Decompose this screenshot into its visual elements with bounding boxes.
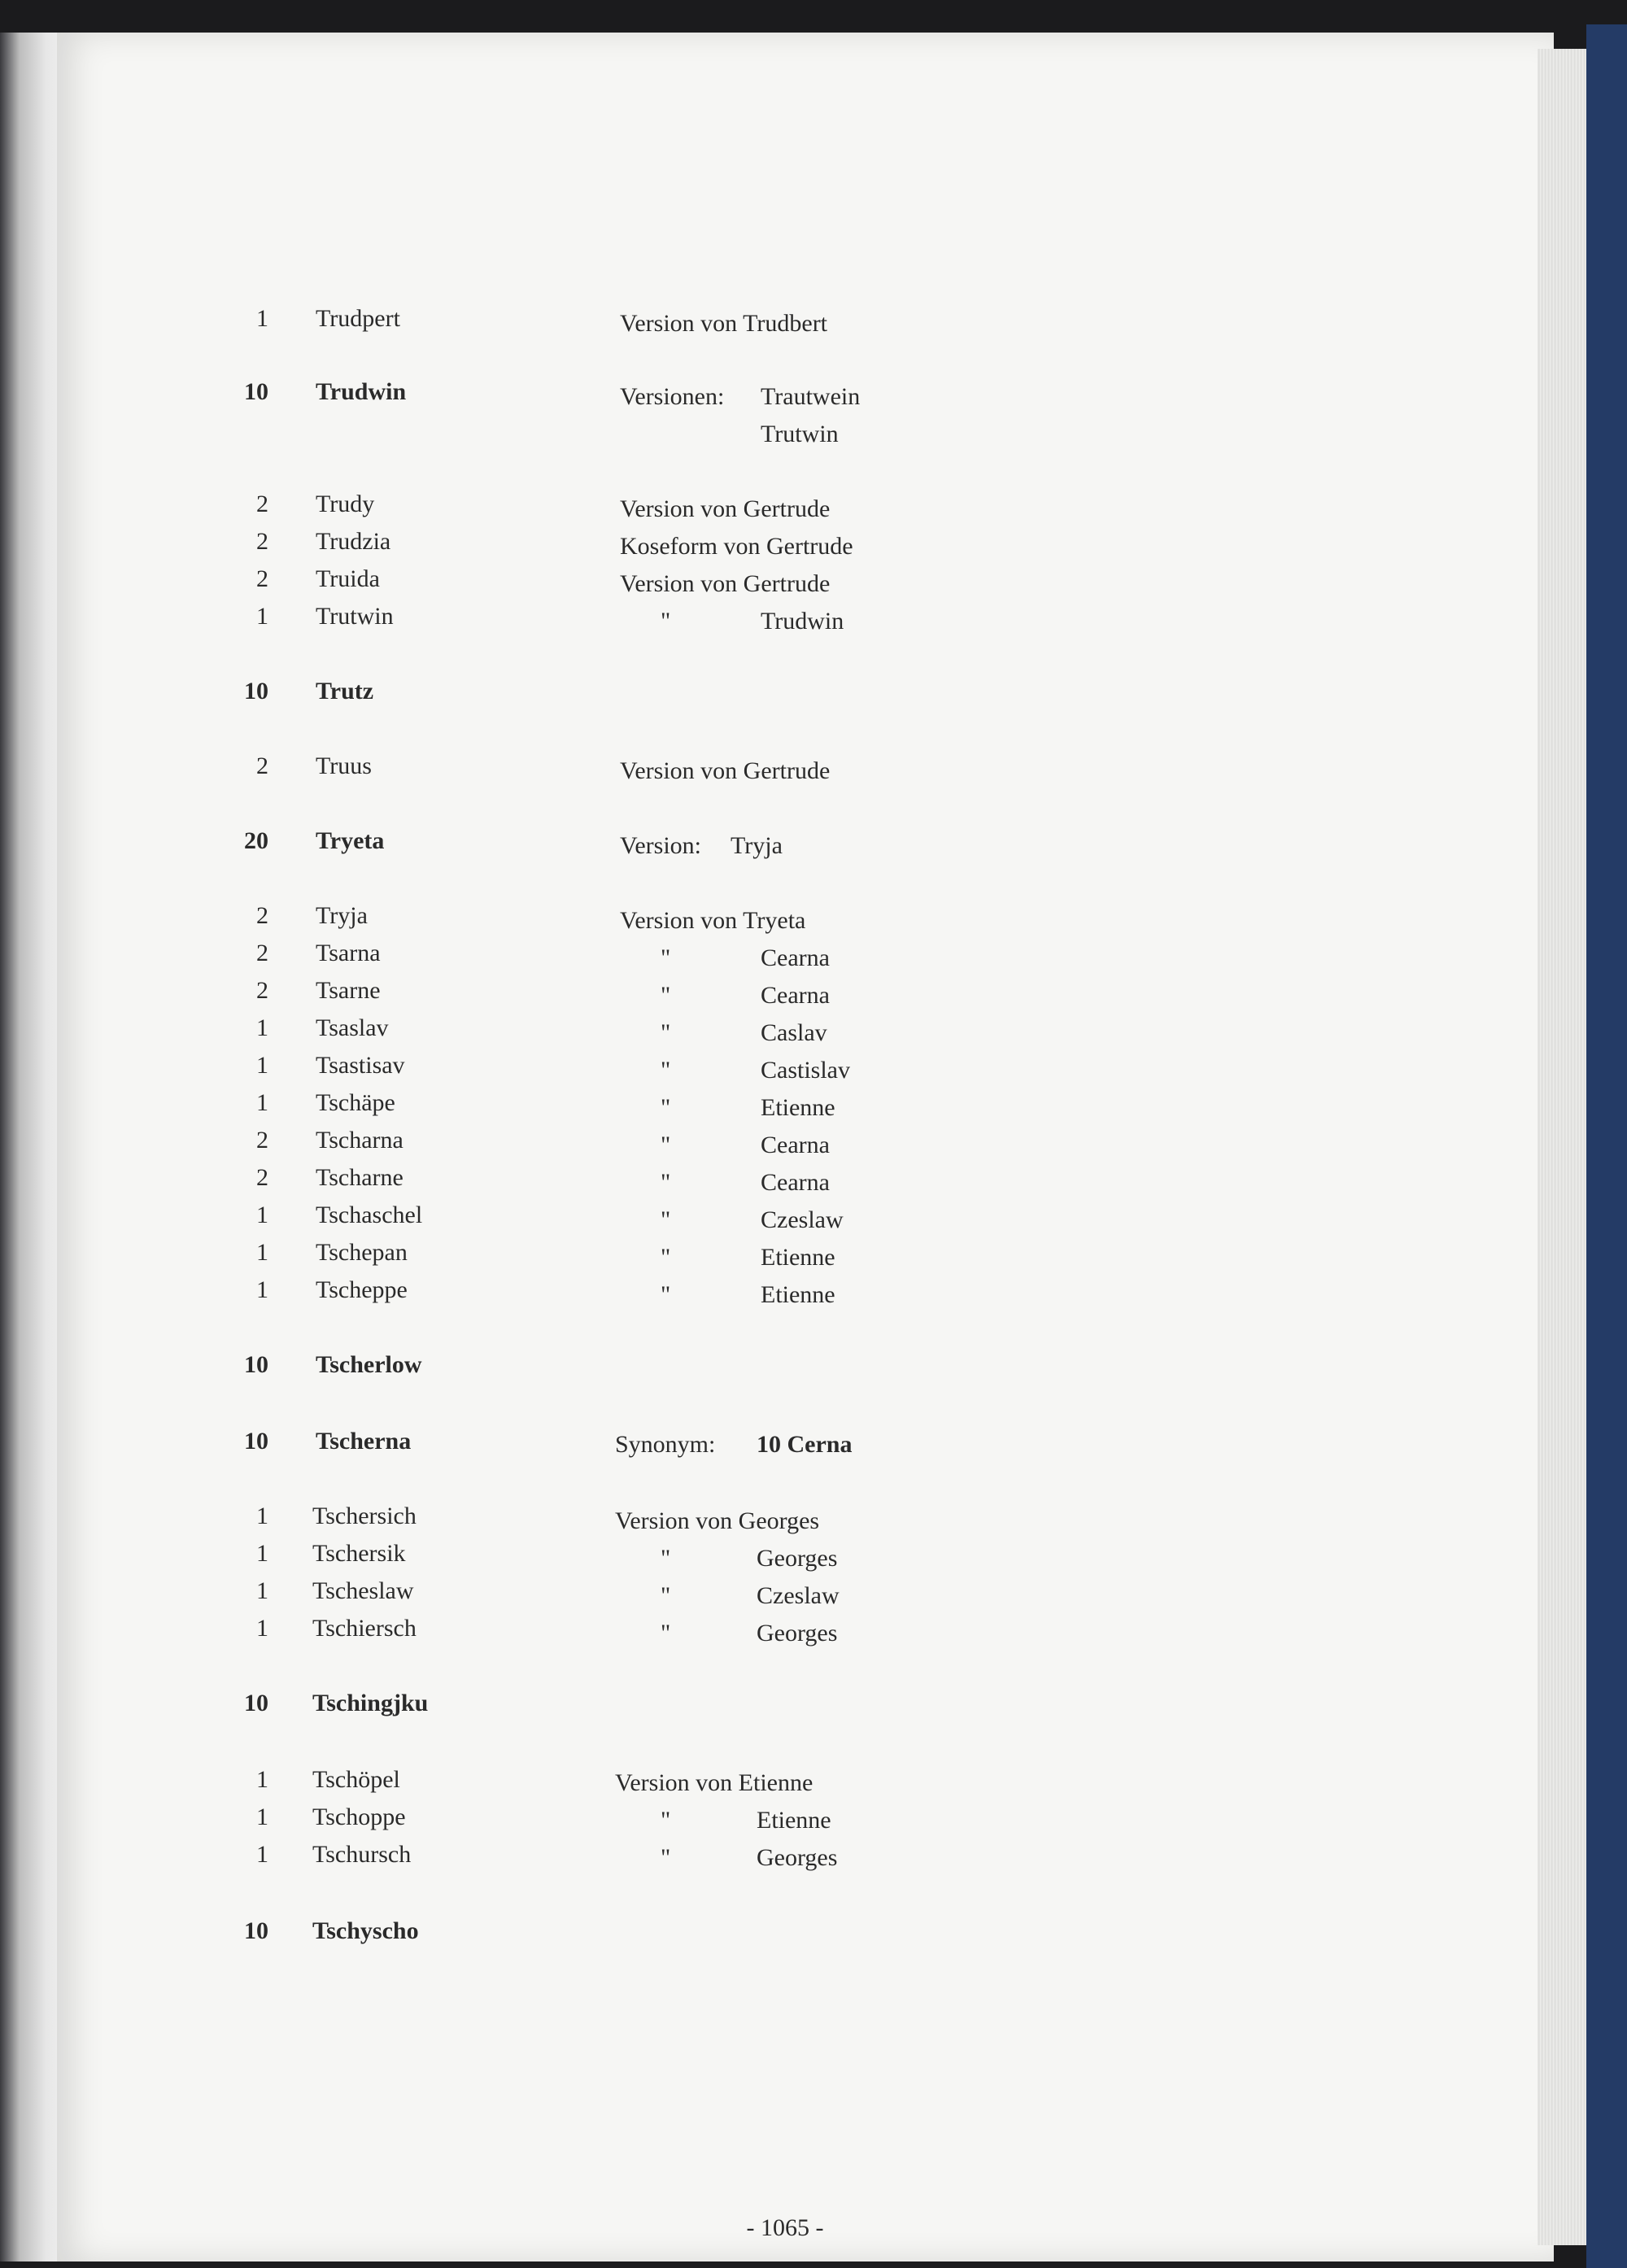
entry-count: 2	[256, 1164, 268, 1191]
entry-name: Tschersik	[312, 1540, 406, 1567]
list-item	[0, 936, 1464, 971]
entry-name: Tschaschel	[316, 1202, 423, 1228]
entry-reference: Etienne	[761, 1094, 835, 1121]
entry-name: Tscherlow	[316, 1351, 422, 1378]
list-item	[0, 561, 1464, 597]
entry-reference: Etienne	[757, 1807, 831, 1834]
entry-name: Tscherna	[316, 1428, 412, 1455]
list-item	[0, 1762, 1464, 1798]
entry-count: 10	[244, 1428, 268, 1455]
list-item	[0, 486, 1464, 522]
list-item	[0, 1573, 1464, 1609]
list-item	[0, 674, 1464, 709]
list-item	[0, 1347, 1464, 1383]
ditto-mark: "	[661, 1582, 671, 1609]
entry-reference: Czeslaw	[761, 1206, 844, 1233]
entry-name: Truus	[316, 752, 372, 779]
entry-count: 1	[256, 1052, 268, 1079]
entry-name: Tsarna	[316, 940, 381, 966]
ditto-mark: "	[661, 1206, 671, 1233]
entry-reference: Cearna	[761, 1169, 830, 1196]
entry-count: 2	[256, 902, 268, 929]
entry-name: Tschoppe	[312, 1803, 406, 1830]
entry-count: 10	[244, 678, 268, 704]
entry-count: 1	[256, 1540, 268, 1567]
entry-count: 10	[244, 1917, 268, 1944]
list-item	[0, 1611, 1464, 1646]
entry-reference: Trutwin	[761, 421, 839, 447]
entry-name: Tsarne	[316, 977, 381, 1004]
list-item	[0, 1536, 1464, 1572]
list-item	[0, 823, 1464, 859]
entry-note: Version von Etienne	[615, 1769, 814, 1796]
list-item	[0, 1010, 1464, 1046]
entry-name: Tscheslaw	[312, 1577, 414, 1604]
ditto-mark: "	[661, 1019, 671, 1046]
list-item	[0, 1197, 1464, 1233]
list-item	[0, 1498, 1464, 1534]
entry-name: Tschöpel	[312, 1766, 400, 1793]
entry-count: 1	[256, 1615, 268, 1642]
list-item	[0, 1235, 1464, 1271]
entry-count: 10	[244, 1351, 268, 1378]
ditto-mark: "	[661, 1545, 671, 1572]
ditto-mark: "	[661, 608, 671, 635]
list-item	[0, 748, 1464, 784]
list-item	[0, 1048, 1464, 1084]
entry-note: Versionen:	[620, 383, 725, 410]
list-item	[0, 1837, 1464, 1873]
entry-reference: Cearna	[761, 982, 830, 1009]
ditto-mark: "	[661, 1094, 671, 1121]
entry-count: 1	[256, 1503, 268, 1529]
entry-count: 1	[256, 1766, 268, 1793]
entry-name: Trudzia	[316, 528, 391, 555]
entry-count: 10	[244, 1690, 268, 1716]
ditto-mark: "	[661, 1169, 671, 1196]
list-item	[0, 973, 1464, 1009]
entry-name: Trutz	[316, 678, 374, 704]
list-item	[0, 1424, 1464, 1459]
entry-name: Tschäpe	[316, 1089, 395, 1116]
entry-name: Tscheppe	[316, 1276, 408, 1303]
list-item	[0, 898, 1464, 934]
entry-reference: Etienne	[761, 1281, 835, 1308]
entry-count: 1	[256, 1803, 268, 1830]
entry-note: Version von Tryeta	[620, 907, 806, 934]
entry-reference: Trautwein	[761, 383, 861, 410]
ditto-mark: "	[661, 1620, 671, 1646]
entry-count: 2	[256, 940, 268, 966]
entry-note: Version:	[620, 832, 701, 859]
entry-count: 10	[244, 378, 268, 405]
entry-note: Version von Trudbert	[620, 310, 828, 337]
list-item	[0, 1799, 1464, 1835]
ditto-mark: "	[661, 944, 671, 971]
entry-name: Trudy	[316, 491, 375, 517]
entry-name: Trudpert	[316, 305, 400, 332]
entry-reference: Georges	[757, 1545, 838, 1572]
entry-note: Version von Georges	[615, 1507, 820, 1534]
entry-name: Tscharne	[316, 1164, 403, 1191]
entry-count: 1	[256, 1276, 268, 1303]
entry-count: 1	[256, 1239, 268, 1266]
entry-reference: Cearna	[761, 1132, 830, 1158]
entry-count: 1	[256, 1089, 268, 1116]
entry-name: Tsaslav	[316, 1014, 389, 1041]
entry-note: Version von Gertrude	[620, 757, 831, 784]
entry-count: 2	[256, 528, 268, 555]
entry-reference: Georges	[757, 1844, 838, 1871]
page-number: - 1065 -	[746, 2214, 824, 2241]
entry-name: Tschursch	[312, 1841, 412, 1868]
entry-name: Tschepan	[316, 1239, 408, 1266]
entry-count: 20	[244, 827, 268, 854]
list-item	[0, 374, 1464, 447]
entry-note: Version von Gertrude	[620, 570, 831, 597]
ditto-mark: "	[661, 1807, 671, 1834]
list-item	[0, 1085, 1464, 1121]
entry-note: Koseform von Gertrude	[620, 533, 853, 560]
entry-name: Tryja	[316, 902, 368, 929]
list-item	[0, 301, 1464, 337]
list-item	[0, 1123, 1464, 1158]
ditto-mark: "	[661, 1281, 671, 1308]
entry-name: Trutwin	[316, 603, 394, 630]
ditto-mark: "	[661, 1844, 671, 1871]
entry-reference: Trudwin	[761, 608, 844, 635]
list-item	[0, 1160, 1464, 1196]
entry-count: 2	[256, 491, 268, 517]
list-item	[0, 524, 1464, 560]
list-item	[0, 1272, 1464, 1308]
entry-name: Tschersich	[312, 1503, 417, 1529]
entry-name: Tschyscho	[312, 1917, 419, 1944]
entry-count: 2	[256, 977, 268, 1004]
entry-reference: Etienne	[761, 1244, 835, 1271]
entry-note: Synonym:	[615, 1431, 716, 1458]
entry-reference: Castislav	[761, 1057, 850, 1084]
entry-reference: Georges	[757, 1620, 838, 1646]
entry-name: Tsastisav	[316, 1052, 405, 1079]
entry-name: Tschingjku	[312, 1690, 429, 1716]
entry-count: 1	[256, 305, 268, 332]
ditto-mark: "	[661, 1244, 671, 1271]
ditto-mark: "	[661, 982, 671, 1009]
list-item	[0, 1686, 1464, 1721]
entry-count: 2	[256, 1127, 268, 1154]
entry-count: 1	[256, 1014, 268, 1041]
ditto-mark: "	[661, 1057, 671, 1084]
entry-name: Tscharna	[316, 1127, 403, 1154]
entry-count: 2	[256, 752, 268, 779]
entry-name: Trudwin	[316, 378, 407, 405]
list-item	[0, 599, 1464, 635]
entry-reference: 10 Cerna	[757, 1431, 853, 1458]
entry-reference: Czeslaw	[757, 1582, 840, 1609]
entry-name: Truida	[316, 565, 380, 592]
entry-count: 1	[256, 1577, 268, 1604]
list-item	[0, 1913, 1464, 1949]
entry-count: 2	[256, 565, 268, 592]
entry-count: 1	[256, 1841, 268, 1868]
entry-reference: Tryja	[731, 832, 783, 859]
entry-name: Tryeta	[316, 827, 385, 854]
entry-name: Tschiersch	[312, 1615, 417, 1642]
entry-count: 1	[256, 603, 268, 630]
entry-note: Version von Gertrude	[620, 495, 831, 522]
entry-reference: Caslav	[761, 1019, 827, 1046]
ditto-mark: "	[661, 1132, 671, 1158]
entry-count: 1	[256, 1202, 268, 1228]
entry-reference: Cearna	[761, 944, 830, 971]
